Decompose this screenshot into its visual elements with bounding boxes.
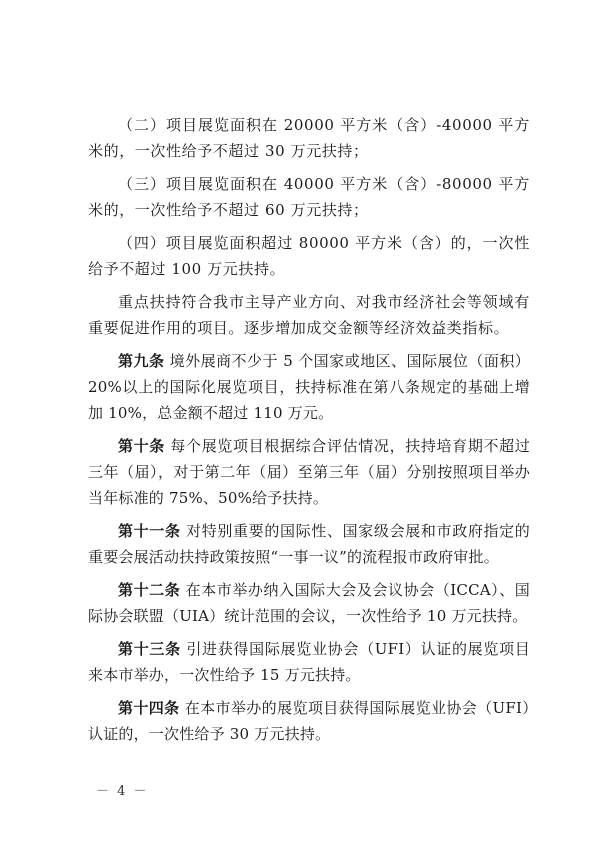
clause-3 — [88, 171, 530, 223]
article-text: 在本市举办的展览项目获得国际展览业协会（UFI）认证的，一次性给予 30 万元扶持。 — [88, 699, 530, 743]
article-heading: 第九条 — [118, 352, 165, 370]
article-heading: 第十四条 — [118, 699, 180, 717]
paragraph-text: （二）项目展览面积在 20000 平方米（含）-40000 平方米的，一次性给予不超过 30 万元扶持； — [88, 116, 530, 160]
article-11 — [88, 518, 530, 570]
article-heading: 第十一条 — [118, 522, 181, 540]
article-text: 引进获得国际展览业协会（UFI）认证的展览项目来本市举办，一次性给予 15 万元扶持。 — [88, 640, 531, 684]
key-support-paragraph — [88, 289, 530, 341]
article-9 — [88, 348, 530, 426]
article-13 — [88, 636, 530, 688]
document-body — [88, 112, 530, 754]
paragraph-text: 重点扶持符合我市主导产业方向、对我市经济社会等领域有重要促进作用的项目。逐步增加成交金额等经济效益类指标。 — [88, 293, 530, 337]
article-text: 每个展览项目根据综合评估情况，扶持培育期不超过三年（届），对于第二年（届）至第三年（届）分别按照项目举办当年标准的 75%、50%给予扶持。 — [88, 437, 531, 507]
paragraph-text: （四）项目展览面积超过 80000 平方米（含）的，一次性给予不超过 100 万元扶持。 — [88, 234, 530, 278]
clause-4 — [88, 230, 530, 282]
clause-2 — [88, 112, 530, 164]
article-heading: 第十条 — [118, 437, 165, 455]
article-heading: 第十三条 — [118, 640, 181, 658]
paragraph-text: （三）项目展览面积在 40000 平方米（含）-80000 平方米的，一次性给予不超过 60 万元扶持； — [88, 175, 530, 219]
article-text: 在本市举办纳入国际大会及会议协会（ICCA）、国际协会联盟（UIA）统计范围的会议，一次性给予 10 万元扶持。 — [88, 581, 531, 625]
article-14 — [88, 695, 530, 747]
article-12 — [88, 577, 530, 629]
article-text: 境外展商不少于 5 个国家或地区、国际展位（面积）20%以上的国际化展览项目，扶持标准在第八条规定的基础上增加 10%，总金额不超过 110 万元。 — [88, 352, 530, 422]
article-heading: 第十二条 — [118, 581, 181, 599]
article-text: 对特别重要的国际性、国家级会展和市政府指定的重要会展活动扶持政策按照“一事一议”的流程报市政府审批。 — [88, 522, 531, 566]
page-number: － 4 － — [96, 784, 149, 799]
article-10 — [88, 433, 530, 511]
